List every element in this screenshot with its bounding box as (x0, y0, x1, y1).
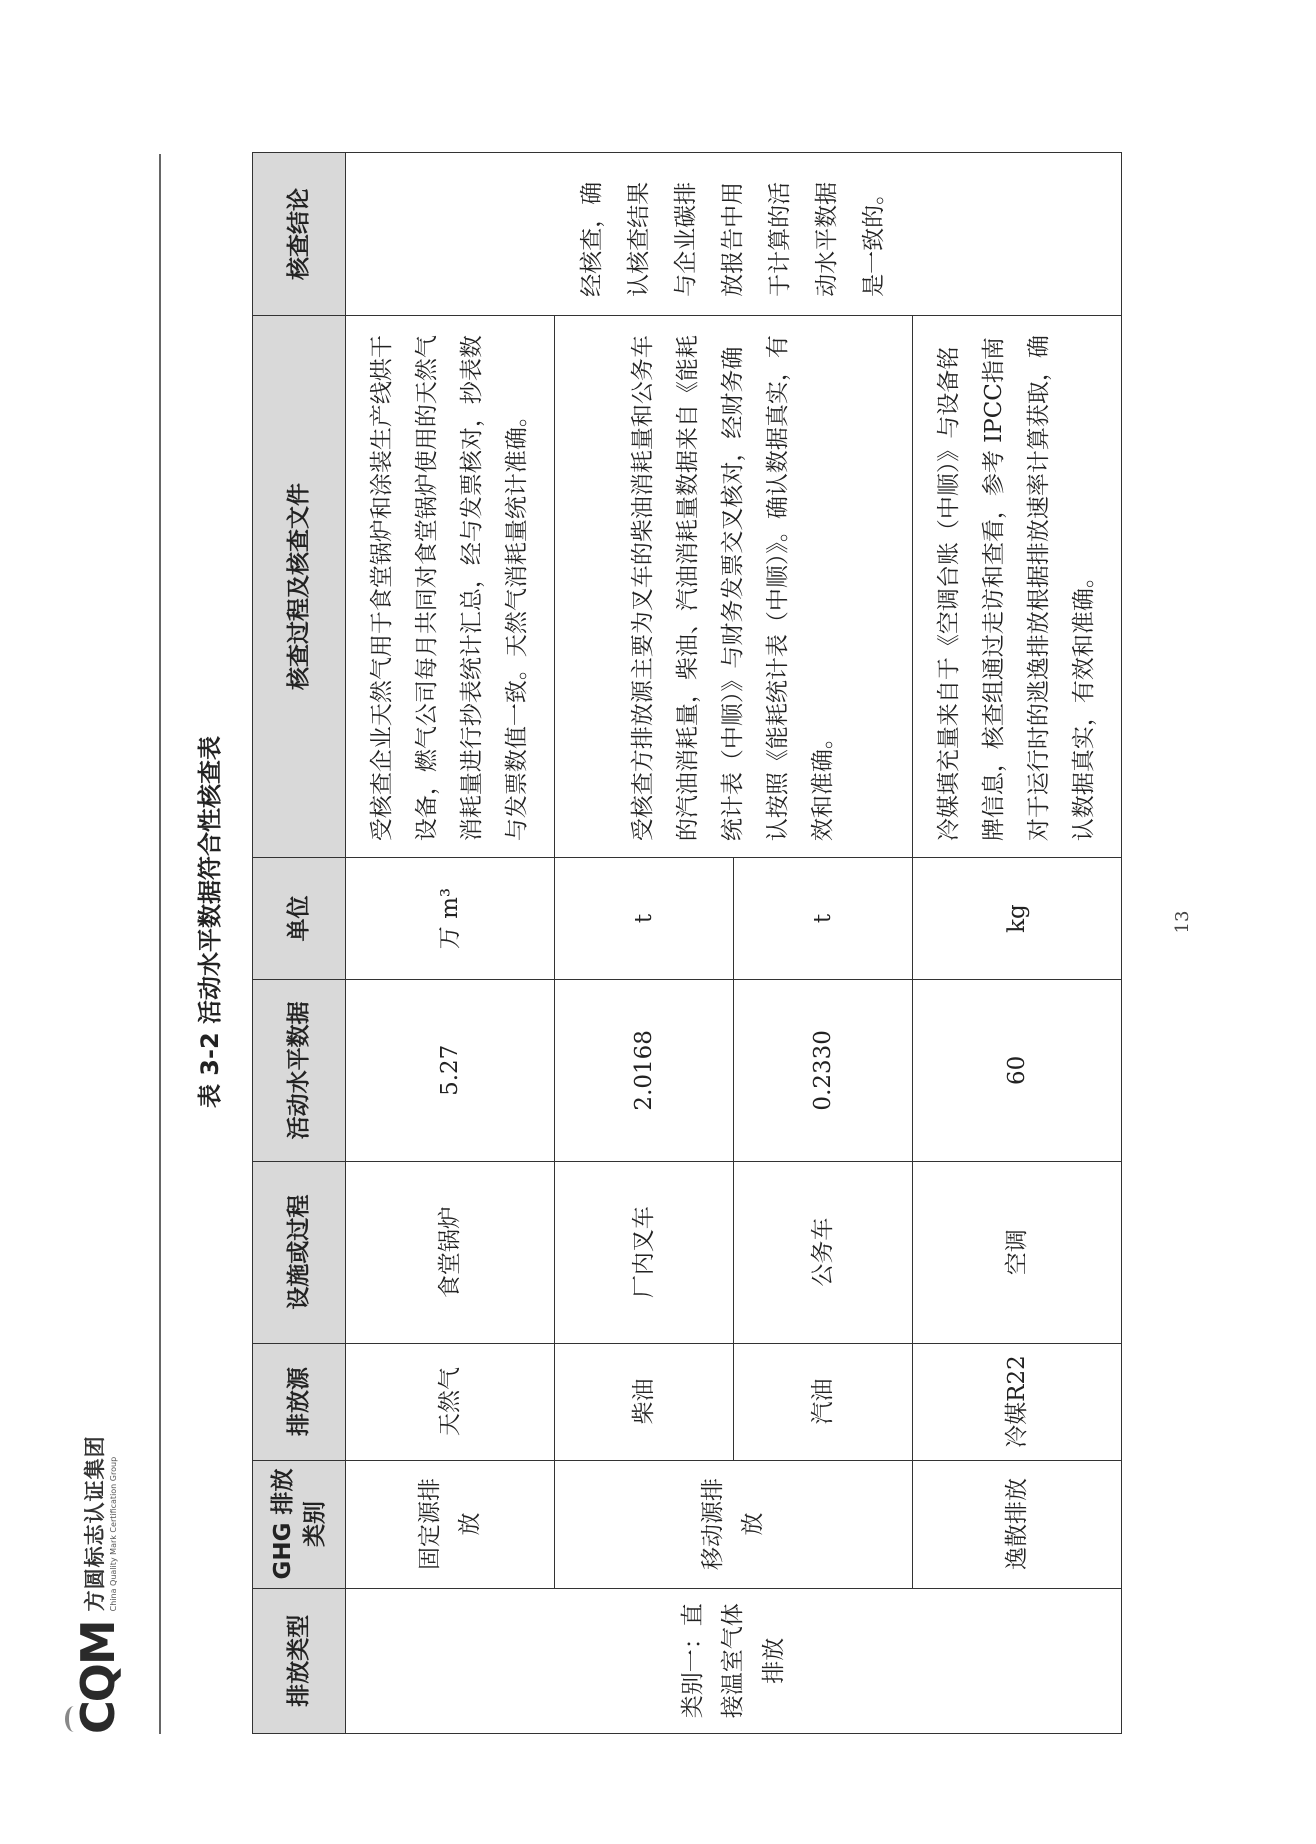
process-cell: 受核查企业天然气用于食堂锅炉和涂装生产线烘干设备，燃气公司每月共同对食堂锅炉使用的天然气消耗量进行抄表统计汇总，经与发票核对，抄表数与发票数值一致。天然气消耗量统计准确。 (346, 315, 555, 857)
activity-value-cell: 2.0168 (554, 979, 733, 1161)
col-header-facility: 设施或过程 (253, 1161, 346, 1343)
col-header-conclusion: 核查结论 (253, 153, 346, 316)
company-logo (71, 1435, 125, 1734)
facility-cell: 食堂锅炉 (346, 1161, 555, 1343)
facility-cell: 空调 (913, 1161, 1122, 1343)
logo-mark-text: CQM (71, 1621, 125, 1734)
activity-data-table (252, 152, 1122, 1734)
col-header-activity-data: 活动水平数据 (253, 979, 346, 1161)
table-row (554, 153, 733, 1734)
ghg-category-cell: 固定源排放 (346, 1460, 555, 1588)
table-title: 表 3-2 活动水平数据符合性核查表 (196, 735, 224, 1109)
col-header-ghg-category: GHG 排放类别 (253, 1460, 346, 1588)
col-header-emission-type: 排放类型 (253, 1588, 346, 1733)
logo-arc-icon (65, 1706, 83, 1732)
ghg-category-cell: 逸散排放 (913, 1460, 1122, 1588)
source-cell: 冷媒R22 (913, 1343, 1122, 1460)
col-header-unit: 单位 (253, 858, 346, 980)
source-cell: 天然气 (346, 1343, 555, 1460)
unit-cell: t (554, 858, 733, 980)
activity-value-cell: 0.2330 (733, 979, 912, 1161)
logo-chinese-name: 方圆标志认证集团 (82, 1435, 107, 1612)
emission-type-cell: 类别一：直接温室气体排放 (346, 1588, 1122, 1733)
cqm-logo-mark (71, 1621, 125, 1734)
source-cell: 汽油 (733, 1343, 912, 1460)
ghg-category-cell: 移动源排放 (554, 1460, 912, 1588)
logo-english-name: China Quality Mark Certification Group (108, 1456, 118, 1612)
activity-value-cell: 5.27 (346, 979, 555, 1161)
activity-value-cell: 60 (913, 979, 1122, 1161)
process-cell: 受核查方排放源主要为叉车的柴油消耗量和公务车的汽油消耗量，柴油、汽油消耗量数据来自《能耗统计表（中顺）》与财务发票交叉核对，经财务确认按照《能耗统计表（中顺）》。确认数据真实，有效和准确。 (554, 315, 912, 857)
table-header-row (253, 153, 346, 1734)
unit-cell: 万 m³ (346, 858, 555, 980)
conclusion-cell: 经核查，确认核查结果与企业碳排放报告中用于计算的活动水平数据是一致的。 (346, 153, 1122, 316)
facility-cell: 公务车 (733, 1161, 912, 1343)
table-row (346, 153, 555, 1734)
source-cell: 柴油 (554, 1343, 733, 1460)
col-header-process: 核查过程及核查文件 (253, 315, 346, 857)
page-number: 13 (1172, 910, 1193, 934)
facility-cell: 厂内叉车 (554, 1161, 733, 1343)
unit-cell: kg (913, 858, 1122, 980)
unit-cell: t (733, 858, 912, 980)
col-header-source: 排放源 (253, 1343, 346, 1460)
process-cell: 冷媒填充量来自于《空调台账（中顺）》与设备铭牌信息，核查组通过走访和查看，参考 IPCC指南对于运行时的逃逸排放根据排放速率计算获取，确认数据真实，有效和准确。 (913, 315, 1122, 857)
table-row (913, 153, 1122, 1734)
header-divider (159, 154, 161, 1734)
